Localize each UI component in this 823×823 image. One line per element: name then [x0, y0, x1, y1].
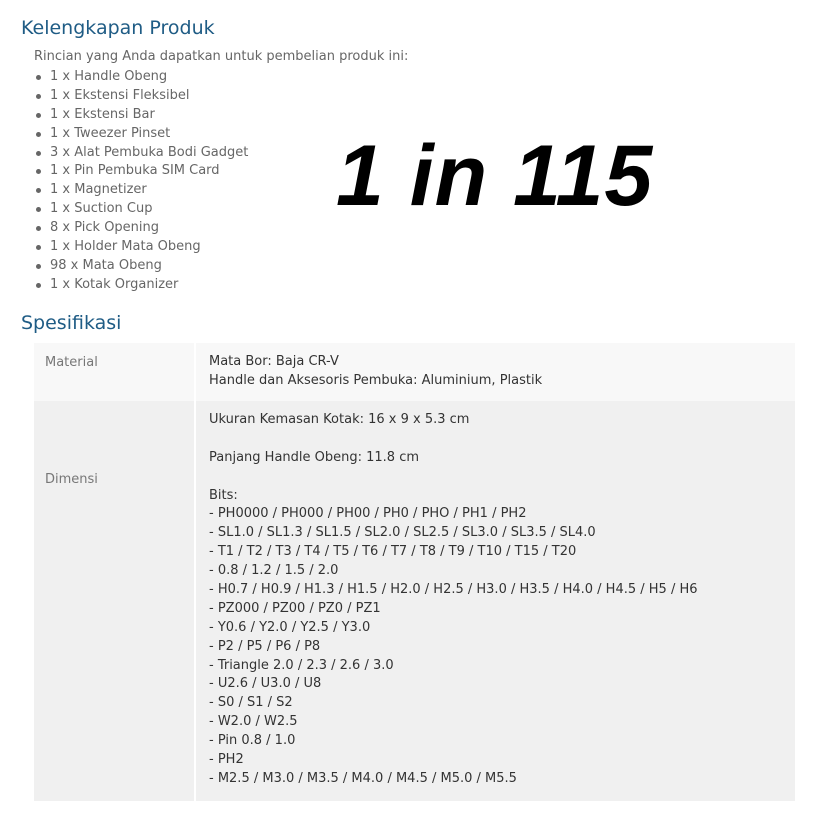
bit-line: - Triangle 2.0 / 2.3 / 2.6 / 3.0 [209, 657, 394, 673]
bit-line: - Pin 0.8 / 1.0 [209, 733, 296, 749]
spec-line: Ukuran Kemasan Kotak: 16 x 9 x 5.3 cm [209, 412, 470, 427]
section-title-kelengkapan: Kelengkapan Produk [21, 17, 215, 39]
spec-line: Mata Bor: Baja CR-V [209, 354, 339, 369]
bit-line: - U2.6 / U3.0 / U8 [209, 676, 322, 692]
bit-line: - PH0000 / PH000 / PH00 / PH0 / PHO / PH1 / PH2 [209, 506, 527, 522]
bit-line: - PZ000 / PZ00 / PZ0 / PZ1 [209, 600, 381, 616]
list-item: 1 x Ekstensi Fleksibel [34, 87, 248, 106]
spec-row-dimensi [34, 401, 795, 801]
kelengkapan-intro: Rincian yang Anda dapatkan untuk pembelian produk ini: [34, 49, 409, 64]
spacer [209, 430, 795, 449]
list-item: 1 x Ekstensi Bar [34, 106, 248, 125]
bit-line: - PH2 [209, 752, 244, 768]
bit-line: - T1 / T2 / T3 / T4 / T5 / T6 / T7 / T8 / T9 / T10 / T15 / T20 [209, 544, 577, 560]
bit-line: - Y0.6 / Y2.0 / Y2.5 / Y3.0 [209, 619, 371, 635]
kelengkapan-list [34, 68, 248, 295]
spec-value [196, 401, 795, 801]
list-item: 98 x Mata Obeng [34, 257, 248, 276]
spec-label: Material [34, 343, 196, 401]
list-item: 1 x Handle Obeng [34, 68, 248, 87]
spec-line: Bits: [209, 487, 238, 503]
bit-line: - S0 / S1 / S2 [209, 695, 293, 711]
list-item: 1 x Holder Mata Obeng [34, 238, 248, 257]
bit-line: - M2.5 / M3.0 / M3.5 / M4.0 / M4.5 / M5.0 / M5.5 [209, 770, 517, 786]
spec-value [196, 343, 795, 401]
spec-label: Dimensi [34, 401, 196, 801]
bit-line: - SL1.0 / SL1.3 / SL1.5 / SL2.0 / SL2.5 / SL3.0 / SL3.5 / SL4.0 [209, 525, 596, 541]
list-item: 1 x Magnetizer [34, 181, 248, 200]
bit-line: - 0.8 / 1.2 / 1.5 / 2.0 [209, 563, 339, 579]
list-item: 1 x Tweezer Pinset [34, 125, 248, 144]
section-title-spesifikasi: Spesifikasi [21, 312, 122, 334]
list-item: 1 x Kotak Organizer [34, 276, 248, 295]
spec-table [34, 343, 795, 801]
spacer [209, 468, 795, 487]
overlay-text: 1 in 115 [336, 128, 654, 224]
spec-line: Handle dan Aksesoris Pembuka: Aluminium, Plastik [209, 372, 543, 388]
bit-line: - W2.0 / W2.5 [209, 714, 298, 730]
bit-line: - P2 / P5 / P6 / P8 [209, 638, 321, 654]
list-item: 3 x Alat Pembuka Bodi Gadget [34, 144, 248, 163]
spec-row-material [34, 343, 795, 401]
list-item: 1 x Pin Pembuka SIM Card [34, 162, 248, 181]
spec-line: Panjang Handle Obeng: 11.8 cm [209, 449, 420, 465]
list-item: 8 x Pick Opening [34, 219, 248, 238]
list-item: 1 x Suction Cup [34, 200, 248, 219]
bit-line: - H0.7 / H0.9 / H1.3 / H1.5 / H2.0 / H2.5 / H3.0 / H3.5 / H4.0 / H4.5 / H5 / H6 [209, 582, 698, 598]
